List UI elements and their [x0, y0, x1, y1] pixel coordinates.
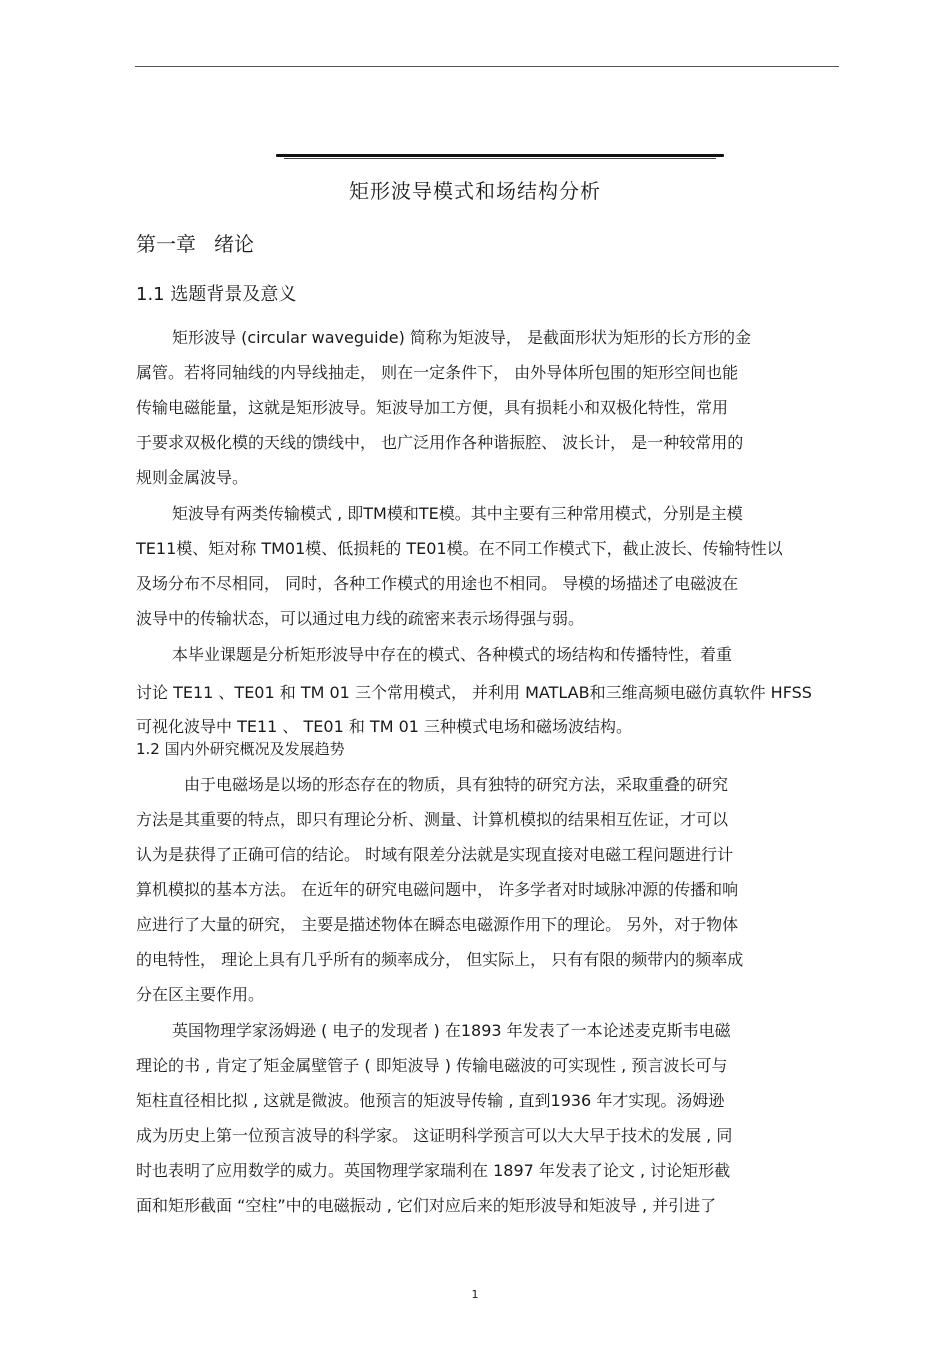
title-rule: [276, 154, 724, 157]
paragraph-line: 传输电磁能量，这就是矩形波导。矩波导加工方便，具有损耗小和双极化特性，常用: [136, 398, 729, 417]
paragraph-line: 可视化波导中 TE11 、 TE01 和 TM 01 三种模式电场和磁场波结构。: [136, 717, 633, 736]
document-title: 矩形波导模式和场结构分析: [349, 179, 601, 203]
section-heading-1-2: 1.2 国内外研究概况及发展趋势: [136, 740, 345, 758]
paragraph-line: 讨论 TE11 、TE01 和 TM 01 三个常用模式， 并利用 MATLAB和三维高频电磁仿真软件 HFSS: [136, 683, 812, 702]
header-rule: [135, 66, 839, 67]
paragraph-line: 分在区主要作用。: [136, 985, 265, 1004]
paragraph-line: 及场分布不尽相同， 同时，各种工作模式的用途也不相同。 导模的场描述了电磁波在: [136, 574, 739, 593]
paragraph-line: 成为历史上第一位预言波导的科学家。 这证明科学预言可以大大早于技术的发展 , 同: [136, 1126, 733, 1145]
section-heading-1-1: 1.1 选题背景及意义: [136, 284, 297, 305]
paragraph-line: 方法是其重要的特点，即只有理论分析、测量、计算机模拟的结果相互佐证，才可以: [136, 810, 729, 829]
paragraph-line: 本毕业课题是分析矩形波导中存在的模式、各种模式的场结构和传播特性，着重: [172, 645, 733, 664]
paragraph-line: 规则金属波导。: [136, 468, 249, 487]
paragraph-line: 由于电磁场是以场的形态存在的物质，具有独特的研究方法，采取重叠的研究: [184, 775, 729, 794]
paragraph-line: 属管。若将同轴线的内导线抽走， 则在一定条件下， 由外导体所包围的矩形空间也能: [136, 363, 739, 382]
paragraph-line: 波导中的传输状态，可以通过电力线的疏密来表示场得强与弱。: [136, 609, 585, 628]
paragraph-line: 矩形波导 (circular waveguide) 简称为矩波导， 是截面形状为矩形的长方形的金: [172, 328, 752, 347]
chapter-heading: [136, 228, 254, 257]
paragraph-line: 矩柱直径相比拟 , 这就是微波。他预言的矩波导传输 , 直到1936 年才实现。汤姆逊: [136, 1091, 725, 1110]
paragraph-line: 于要求双极化模的天线的馈线中， 也广泛用作各种谐振腔、 波长计， 是一种较常用的: [136, 433, 744, 452]
paragraph-line: 矩波导有两类传输模式 , 即TM模和TE模。其中主要有三种常用模式，分别是主模: [172, 504, 743, 523]
chapter-name: 绪论: [214, 232, 254, 256]
paragraph-line: 时也表明了应用数学的威力。英国物理学家瑞利在 1897 年发表了论文 , 讨论矩形截: [136, 1161, 731, 1180]
paragraph-line: 应进行了大量的研究， 主要是描述物体在瞬态电磁源作用下的理论。 另外，对于物体: [136, 915, 739, 934]
paragraph-line: 的电特性， 理论上具有几乎所有的频率成分， 但实际上， 只有有限的频带内的频率成: [136, 950, 744, 969]
paragraph-line: 英国物理学家汤姆逊 ( 电子的发现者 ) 在1893 年发表了一本论述麦克斯韦电磁: [172, 1021, 731, 1040]
paragraph-line: 认为是获得了正确可信的结论。 时域有限差分法就是实现直接对电磁工程问题进行计: [136, 845, 734, 864]
paragraph-line: 算机模拟的基本方法。 在近年的研究电磁问题中， 许多学者对时域脉冲源的传播和响: [136, 880, 739, 899]
page-number: 1: [471, 1288, 479, 1301]
chapter-number: 第一章: [136, 232, 196, 256]
paragraph-line: 面和矩形截面 “空柱”中的电磁振动 , 它们对应后来的矩形波导和矩波导 , 并引进了: [136, 1196, 717, 1215]
paragraph-line: TE11模、矩对称 TM01模、低损耗的 TE01模。在不同工作模式下，截止波长、传输特性以: [136, 539, 783, 558]
paragraph-line: 理论的书 , 肯定了矩金属壁管子 ( 即矩波导 ) 传输电磁波的可实现性 , 预言波长可与: [136, 1056, 728, 1075]
